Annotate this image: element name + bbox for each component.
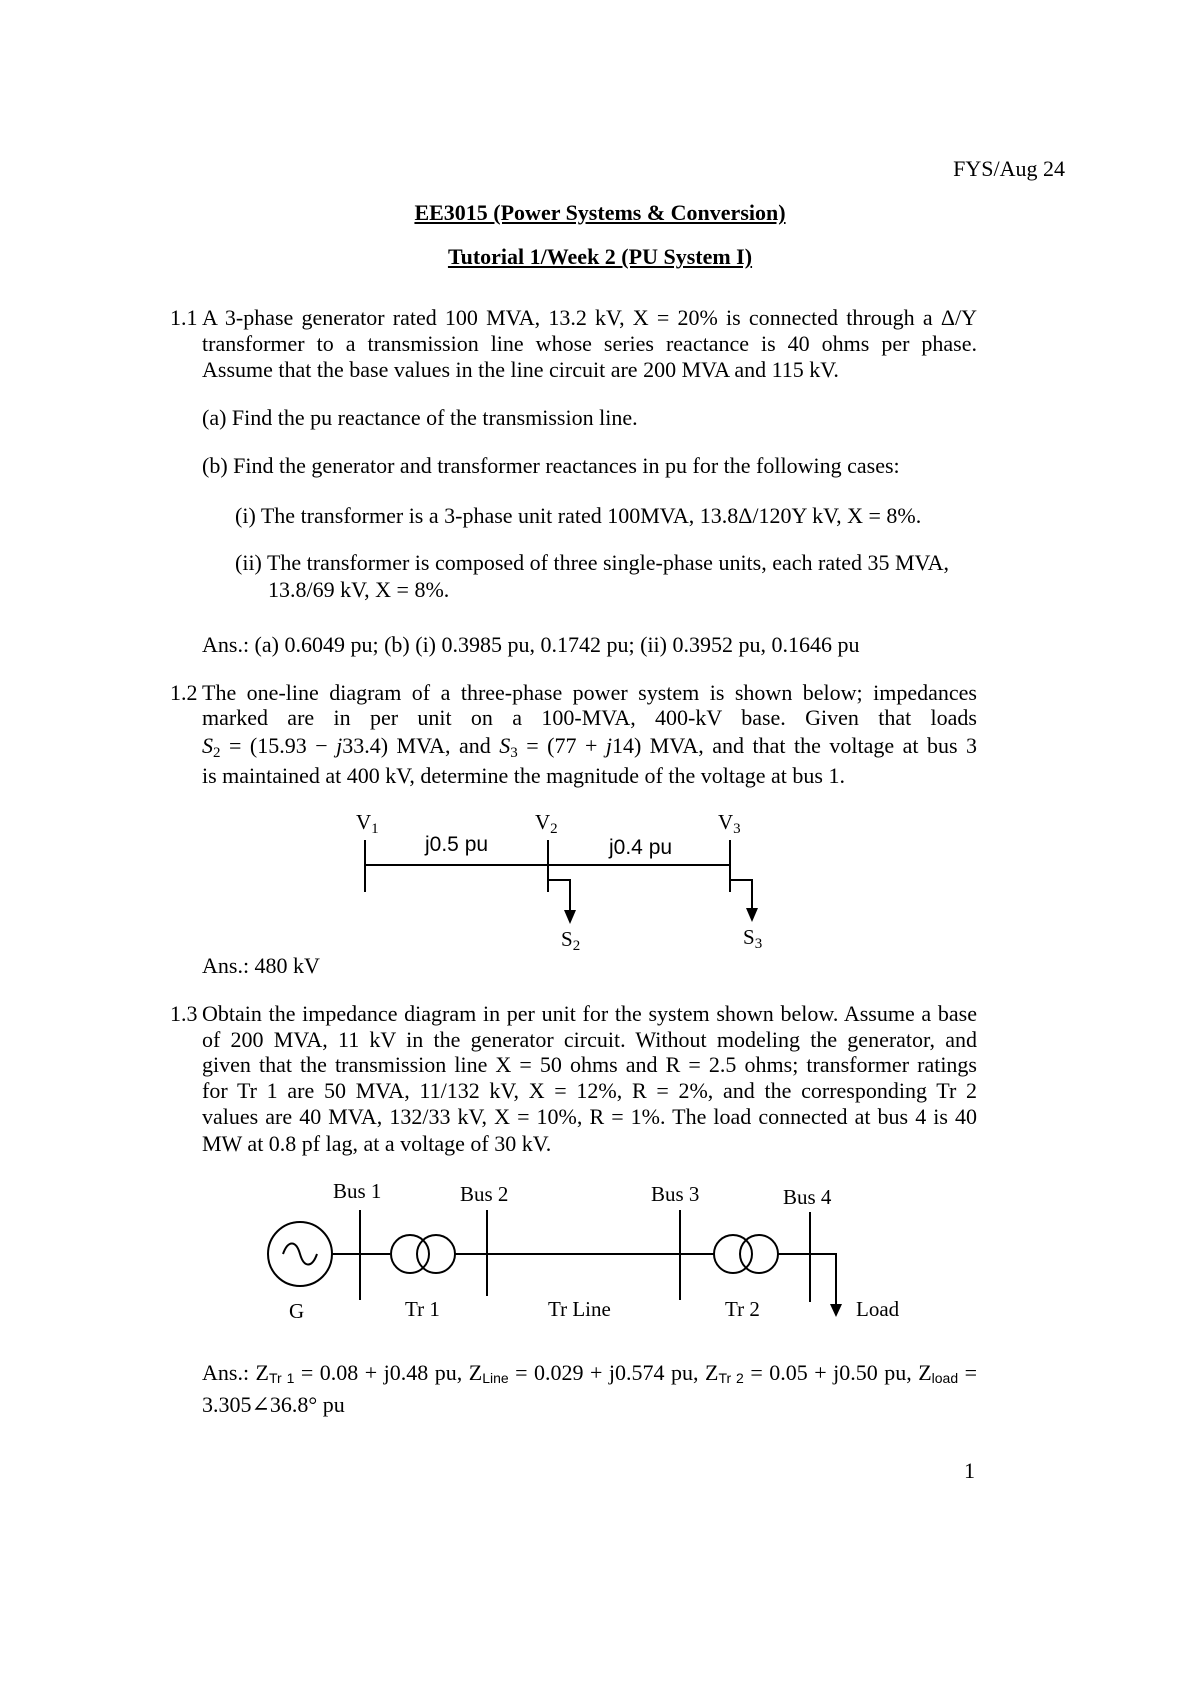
tr2-label: Tr 2 xyxy=(725,1297,760,1321)
tutorial-title: Tutorial 1/Week 2 (PU System I) xyxy=(447,244,753,269)
q2-one-line-diagram xyxy=(0,800,1200,960)
load-3-lead xyxy=(730,880,752,910)
q1-line-3: Assume that the base values in the line circuit are 200 MVA and 115 kV. xyxy=(202,357,839,382)
q1-part-b-ii-line-2: 13.8/69 kV, X = 8%. xyxy=(268,577,450,602)
load-2-lead xyxy=(548,880,570,913)
q1-part-b-i: (i) The transformer is a 3-phase unit rated 100MVA, 13.8Δ/120Y kV, X = 8%. xyxy=(235,503,922,528)
bus-3-label: Bus 3 xyxy=(651,1182,700,1206)
load-2-arrow xyxy=(564,910,576,924)
q2-line-2: marked are in per unit on a 100-MVA, 400-kV base. Given that loads xyxy=(202,705,977,730)
sine-wave-icon xyxy=(283,1244,317,1265)
q1-part-b: (b) Find the generator and transformer reactances in pu for the following cases: xyxy=(202,453,900,478)
s2-label: S2 xyxy=(561,927,581,954)
q2-answer: Ans.: 480 kV xyxy=(202,953,320,978)
s3-label: S3 xyxy=(743,925,763,952)
q3-line-5: values are 40 MVA, 132/33 kV, X = 10%, R = 1%. The load connected at bus 4 is 40 xyxy=(202,1104,977,1129)
bus-2-label: Bus 2 xyxy=(460,1182,509,1206)
v1-label: V1 xyxy=(356,810,379,837)
q1-part-a: (a) Find the pu reactance of the transmission line. xyxy=(202,405,638,430)
q3-line-6: MW at 0.8 pf lag, at a voltage of 30 kV. xyxy=(202,1131,552,1156)
page-number: 1 xyxy=(964,1458,975,1483)
q3-line-3: given that the transmission line X = 50 ohms and R = 2.5 ohms; transformer ratings xyxy=(202,1052,977,1077)
q2-number: 1.2 xyxy=(170,680,198,705)
q3-answer-line-1: Ans.: ZTr 1 = 0.08 + j0.48 pu, ZLine = 0.029 + j0.574 pu, ZTr 2 = 0.05 + j0.50 pu, Zload = xyxy=(202,1360,978,1386)
tr1-winding-secondary-icon xyxy=(417,1235,455,1273)
tr1-label: Tr 1 xyxy=(405,1297,440,1321)
load-label: Load xyxy=(856,1297,900,1321)
impedance-2-3: j0.4 pu xyxy=(609,836,673,859)
impedance-1-2: j0.5 pu xyxy=(425,833,489,856)
q1-line-1: A 3-phase generator rated 100 MVA, 13.2 kV, X = 20% is connected through a Δ/Y xyxy=(202,305,977,330)
v2-label: V2 xyxy=(535,810,558,837)
load-3-arrow xyxy=(746,908,758,922)
q3-line-4: for Tr 1 are 50 MVA, 11/132 kV, X = 12%, R = 2%, and the corresponding Tr 2 xyxy=(202,1078,977,1103)
q2-line-1: The one-line diagram of a three-phase power system is shown below; impedances xyxy=(202,680,977,705)
generator-label: G xyxy=(289,1299,305,1323)
q1-number: 1.1 xyxy=(170,305,198,330)
q3-system-diagram xyxy=(0,1170,1200,1350)
q1-part-b-ii-line-1: (ii) The transformer is composed of three single-phase units, each rated 35 MVA, xyxy=(235,550,949,575)
q3-answer-line-2: 3.305∠36.8° pu xyxy=(202,1392,345,1417)
document-ref: FYS/Aug 24 xyxy=(953,156,1065,181)
q1-line-2: transformer to a transmission line whose series reactance is 40 ohms per phase. xyxy=(202,331,977,356)
v3-label: V3 xyxy=(718,810,741,837)
q3-line-1: Obtain the impedance diagram in per unit for the system shown below. Assume a base xyxy=(202,1001,977,1026)
q1-answer: Ans.: (a) 0.6049 pu; (b) (i) 0.3985 pu, 0.1742 pu; (ii) 0.3952 pu, 0.1646 pu xyxy=(202,632,860,657)
q3-line-2: of 200 MVA, 11 kV in the generator circuit. Without modeling the generator, and xyxy=(202,1027,977,1052)
load-arrow-icon xyxy=(830,1304,842,1317)
tr-line-label: Tr Line xyxy=(548,1297,611,1321)
bus-1-label: Bus 1 xyxy=(333,1179,382,1203)
tr2-winding-secondary-icon xyxy=(740,1235,778,1273)
course-title: EE3015 (Power Systems & Conversion) xyxy=(414,200,786,225)
q2-line-3: $S_2 = (15.93 - j33.4)$ MVA, and $S_3 = (77 + j14)$ MVA, and that the voltage at bus 3 xyxy=(202,733,978,761)
load-lead xyxy=(810,1254,836,1308)
bus-4-label: Bus 4 xyxy=(783,1185,832,1209)
q3-number: 1.3 xyxy=(170,1001,198,1026)
q2-line-4: is maintained at 400 kV, determine the magnitude of the voltage at bus 1. xyxy=(202,763,845,788)
